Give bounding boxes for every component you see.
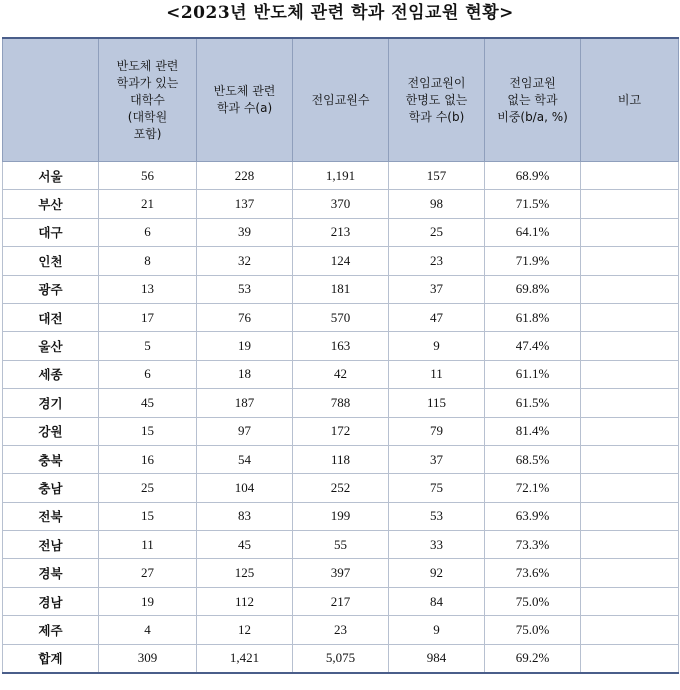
cell-universities: 15 [99, 417, 197, 445]
cell-no-faculty-depts: 53 [389, 502, 485, 530]
cell-universities: 15 [99, 502, 197, 530]
cell-departments: 83 [197, 502, 293, 530]
cell-region: 경기 [3, 389, 99, 417]
cell-universities: 6 [99, 360, 197, 388]
cell-departments: 54 [197, 445, 293, 473]
cell-note [581, 332, 679, 360]
cell-departments: 125 [197, 559, 293, 587]
cell-universities: 5 [99, 332, 197, 360]
cell-region: 충남 [3, 474, 99, 502]
cell-universities: 19 [99, 587, 197, 615]
table-row [3, 474, 679, 502]
cell-no-faculty-depts: 37 [389, 275, 485, 303]
table-row [3, 559, 679, 587]
cell-region: 세종 [3, 360, 99, 388]
cell-ratio: 61.1% [485, 360, 581, 388]
cell-note [581, 644, 679, 673]
cell-note [581, 502, 679, 530]
cell-ratio: 72.1% [485, 474, 581, 502]
cell-ratio: 61.5% [485, 389, 581, 417]
cell-ratio: 71.9% [485, 247, 581, 275]
table-row [3, 417, 679, 445]
cell-ratio: 47.4% [485, 332, 581, 360]
table-row [3, 587, 679, 615]
cell-ratio: 75.0% [485, 587, 581, 615]
cell-faculty: 23 [293, 616, 389, 644]
cell-departments: 19 [197, 332, 293, 360]
cell-universities: 309 [99, 644, 197, 673]
cell-region: 경남 [3, 587, 99, 615]
cell-no-faculty-depts: 84 [389, 587, 485, 615]
cell-universities: 45 [99, 389, 197, 417]
table-header [3, 38, 679, 162]
cell-note [581, 190, 679, 218]
cell-note [581, 218, 679, 246]
cell-ratio: 61.8% [485, 303, 581, 331]
cell-faculty: 570 [293, 303, 389, 331]
cell-departments: 39 [197, 218, 293, 246]
cell-faculty: 252 [293, 474, 389, 502]
table-title: <2023년 반도체 관련 학과 전임교원 현황> [166, 3, 514, 23]
cell-departments: 104 [197, 474, 293, 502]
cell-departments: 97 [197, 417, 293, 445]
cell-departments: 53 [197, 275, 293, 303]
table-row [3, 389, 679, 417]
table-row [3, 360, 679, 388]
cell-faculty: 42 [293, 360, 389, 388]
cell-region: 경북 [3, 559, 99, 587]
cell-note [581, 247, 679, 275]
cell-ratio: 71.5% [485, 190, 581, 218]
cell-no-faculty-depts: 9 [389, 332, 485, 360]
table-row [3, 275, 679, 303]
cell-no-faculty-depts: 25 [389, 218, 485, 246]
cell-faculty: 124 [293, 247, 389, 275]
cell-departments: 187 [197, 389, 293, 417]
cell-note [581, 587, 679, 615]
cell-ratio: 73.6% [485, 559, 581, 587]
header-region [3, 38, 99, 162]
table-row [3, 616, 679, 644]
cell-note [581, 360, 679, 388]
cell-no-faculty-depts: 984 [389, 644, 485, 673]
table-row [3, 445, 679, 473]
cell-faculty: 788 [293, 389, 389, 417]
cell-universities: 13 [99, 275, 197, 303]
cell-note [581, 616, 679, 644]
cell-ratio: 75.0% [485, 616, 581, 644]
semiconductor-faculty-table [2, 37, 679, 674]
cell-universities: 25 [99, 474, 197, 502]
cell-ratio: 81.4% [485, 417, 581, 445]
table-row [3, 247, 679, 275]
cell-ratio: 64.1% [485, 218, 581, 246]
cell-faculty: 172 [293, 417, 389, 445]
header-ratio: 전임교원 없는 학과 비중(b/a, %) [485, 38, 581, 162]
cell-ratio: 69.8% [485, 275, 581, 303]
cell-ratio: 63.9% [485, 502, 581, 530]
total-row [3, 644, 679, 673]
cell-universities: 11 [99, 531, 197, 559]
cell-faculty: 1,191 [293, 162, 389, 190]
cell-region: 대전 [3, 303, 99, 331]
cell-universities: 17 [99, 303, 197, 331]
cell-faculty: 118 [293, 445, 389, 473]
cell-region: 전남 [3, 531, 99, 559]
cell-ratio: 68.5% [485, 445, 581, 473]
cell-region: 인천 [3, 247, 99, 275]
table-row [3, 502, 679, 530]
cell-universities: 21 [99, 190, 197, 218]
cell-faculty: 217 [293, 587, 389, 615]
cell-faculty: 397 [293, 559, 389, 587]
cell-departments: 76 [197, 303, 293, 331]
cell-no-faculty-depts: 115 [389, 389, 485, 417]
cell-note [581, 445, 679, 473]
header-note: 비고 [581, 38, 679, 162]
cell-faculty: 181 [293, 275, 389, 303]
table-row [3, 303, 679, 331]
cell-universities: 27 [99, 559, 197, 587]
cell-no-faculty-depts: 47 [389, 303, 485, 331]
cell-region: 서울 [3, 162, 99, 190]
cell-region: 울산 [3, 332, 99, 360]
cell-region: 대구 [3, 218, 99, 246]
cell-ratio: 69.2% [485, 644, 581, 673]
cell-no-faculty-depts: 23 [389, 247, 485, 275]
cell-region: 합계 [3, 644, 99, 673]
cell-faculty: 199 [293, 502, 389, 530]
cell-faculty: 55 [293, 531, 389, 559]
cell-no-faculty-depts: 37 [389, 445, 485, 473]
cell-no-faculty-depts: 9 [389, 616, 485, 644]
cell-departments: 137 [197, 190, 293, 218]
cell-no-faculty-depts: 157 [389, 162, 485, 190]
cell-no-faculty-depts: 11 [389, 360, 485, 388]
cell-note [581, 559, 679, 587]
cell-faculty: 163 [293, 332, 389, 360]
cell-universities: 56 [99, 162, 197, 190]
cell-no-faculty-depts: 79 [389, 417, 485, 445]
cell-universities: 8 [99, 247, 197, 275]
cell-faculty: 370 [293, 190, 389, 218]
table-row [3, 332, 679, 360]
cell-note [581, 162, 679, 190]
table-row [3, 531, 679, 559]
header-no-faculty-depts: 전임교원이 한명도 없는 학과 수(b) [389, 38, 485, 162]
cell-region: 전북 [3, 502, 99, 530]
cell-note [581, 474, 679, 502]
header-departments: 반도체 관련 학과 수(a) [197, 38, 293, 162]
header-universities: 반도체 관련 학과가 있는 대학수 (대학원 포함) [99, 38, 197, 162]
table-row [3, 162, 679, 190]
cell-no-faculty-depts: 33 [389, 531, 485, 559]
cell-region: 충북 [3, 445, 99, 473]
cell-departments: 228 [197, 162, 293, 190]
cell-note [581, 531, 679, 559]
cell-departments: 1,421 [197, 644, 293, 673]
cell-universities: 4 [99, 616, 197, 644]
cell-note [581, 389, 679, 417]
cell-no-faculty-depts: 92 [389, 559, 485, 587]
cell-region: 부산 [3, 190, 99, 218]
cell-universities: 6 [99, 218, 197, 246]
table-body [3, 162, 679, 674]
cell-note [581, 275, 679, 303]
table-row [3, 218, 679, 246]
cell-faculty: 5,075 [293, 644, 389, 673]
cell-departments: 112 [197, 587, 293, 615]
cell-departments: 32 [197, 247, 293, 275]
cell-faculty: 213 [293, 218, 389, 246]
cell-no-faculty-depts: 98 [389, 190, 485, 218]
header-faculty: 전임교원수 [293, 38, 389, 162]
header-row [3, 38, 679, 162]
table-row [3, 190, 679, 218]
cell-region: 광주 [3, 275, 99, 303]
cell-region: 제주 [3, 616, 99, 644]
cell-departments: 18 [197, 360, 293, 388]
cell-note [581, 303, 679, 331]
cell-ratio: 68.9% [485, 162, 581, 190]
cell-universities: 16 [99, 445, 197, 473]
cell-ratio: 73.3% [485, 531, 581, 559]
cell-no-faculty-depts: 75 [389, 474, 485, 502]
cell-departments: 45 [197, 531, 293, 559]
cell-note [581, 417, 679, 445]
cell-departments: 12 [197, 616, 293, 644]
cell-region: 강원 [3, 417, 99, 445]
